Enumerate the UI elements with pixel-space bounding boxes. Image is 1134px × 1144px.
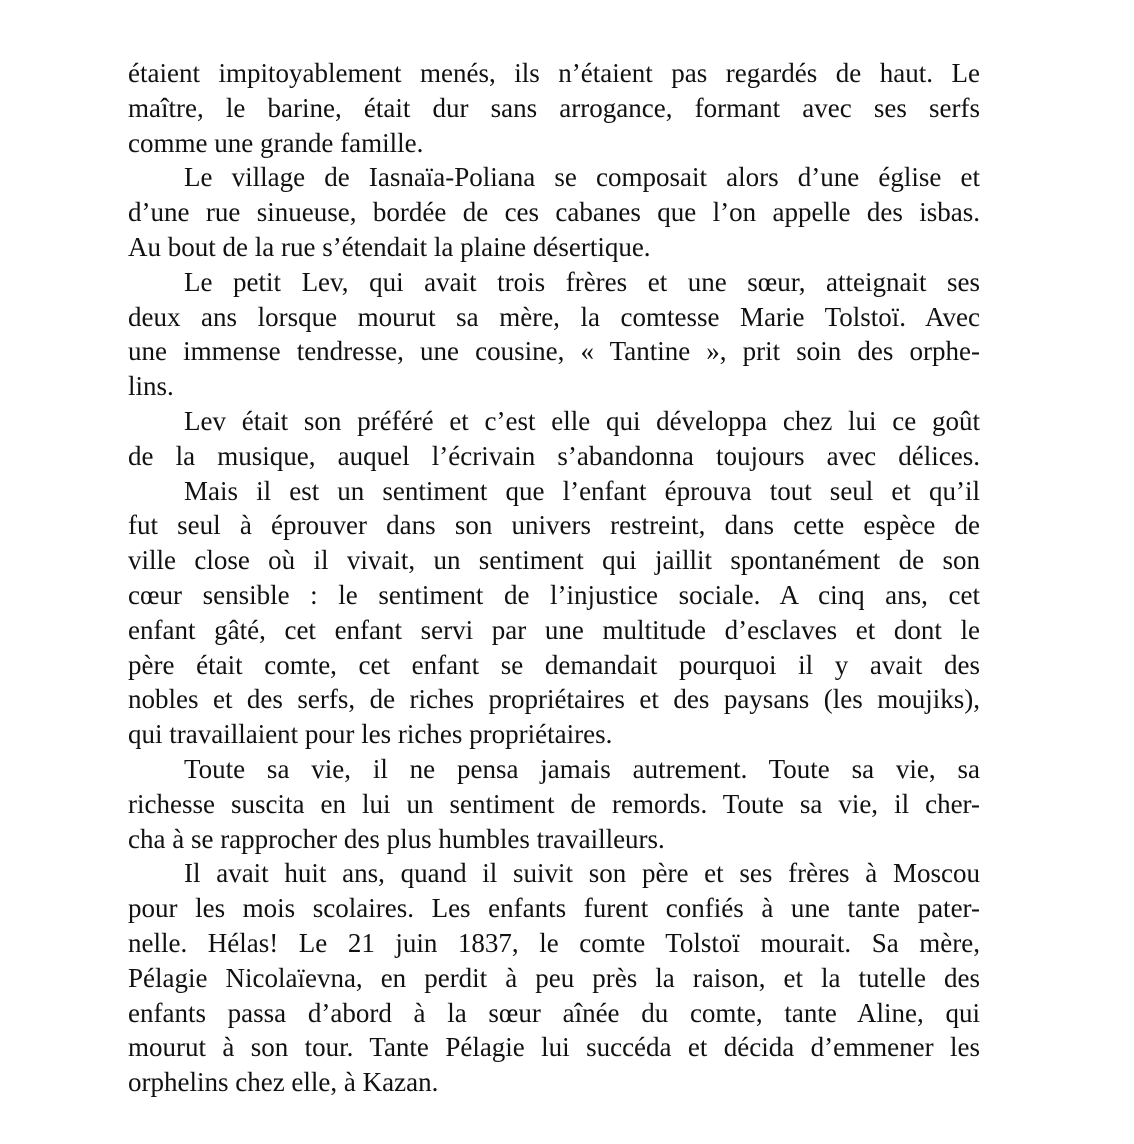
text-line: deux ans lorsque mourut sa mère, la comtesse Marie Tolstoï. Avec	[128, 301, 980, 332]
text-line: fut seul à éprouver dans son univers restreint, dans cette espèce de	[128, 510, 980, 541]
text-line: mourut à son tour. Tante Pélagie lui succéda et décida d’emmener les	[128, 1032, 980, 1063]
text-line: Le petit Lev, qui avait trois frères et une sœur, atteignait ses	[184, 266, 980, 297]
paragraph-4	[128, 404, 980, 474]
text-line: étaient impitoyablement menés, ils n’étaient pas regardés de haut. Le	[128, 58, 980, 88]
page-body	[128, 56, 980, 1100]
text-line: Pélagie Nicolaïevna, en perdit à peu près la raison, et la tutelle des	[128, 962, 980, 993]
text-line: une immense tendresse, une cousine, « Tantine », prit soin des orphe-	[128, 336, 980, 367]
text-line: enfants passa d’abord à la sœur aînée du comte, tante Aline, qui	[128, 997, 980, 1028]
text-line: ville close où il vivait, un sentiment qui jaillit spontanément de son	[128, 545, 980, 576]
text-line: nobles et des serfs, de riches propriétaires et des paysans (les moujiks),	[128, 684, 980, 715]
paragraph-6	[128, 752, 980, 856]
text-line: comme une grande famille.	[128, 127, 424, 158]
text-line: orphelins chez elle, à Kazan.	[128, 1067, 439, 1098]
text-line: Lev était son préféré et c’est elle qui développa chez lui ce goût	[184, 405, 980, 436]
text-line: père était comte, cet enfant se demandait pourquoi il y avait des	[128, 649, 980, 680]
paragraph-3	[128, 265, 980, 404]
paragraph-7	[128, 856, 980, 1100]
text-line: d’une rue sinueuse, bordée de ces cabanes que l’on appelle des isbas.	[128, 197, 980, 228]
text-line: nelle. Hélas! Le 21 juin 1837, le comte Tolstoï mourait. Sa mère,	[128, 927, 980, 958]
text-line: qui travaillaient pour les riches propriétaires.	[128, 719, 613, 750]
text-line: Mais il est un sentiment que l’enfant éprouva tout seul et qu’il	[184, 475, 980, 506]
text-line: de la musique, auquel l’écrivain s’abandonna toujours avec délices.	[128, 440, 980, 471]
text-line: lins.	[128, 371, 174, 402]
paragraph-1	[128, 56, 980, 160]
text-line: cha à se rapprocher des plus humbles travailleurs.	[128, 823, 665, 854]
text-line: cœur sensible : le sentiment de l’injustice sociale. A cinq ans, cet	[128, 579, 980, 610]
text-line: maître, le barine, était dur sans arrogance, formant avec ses serfs	[128, 92, 980, 123]
paragraph-5	[128, 474, 980, 752]
text-line: enfant gâté, cet enfant servi par une multitude d’esclaves et dont le	[128, 614, 980, 645]
text-line: richesse suscita en lui un sentiment de remords. Toute sa vie, il cher-	[128, 788, 980, 819]
paragraph-2	[128, 160, 980, 264]
text-line: Au bout de la rue s’étendait la plaine désertique.	[128, 231, 651, 262]
text-line: Il avait huit ans, quand il suivit son père et ses frères à Moscou	[184, 858, 980, 889]
text-line: Toute sa vie, il ne pensa jamais autrement. Toute sa vie, sa	[184, 753, 980, 784]
text-line: pour les mois scolaires. Les enfants furent confiés à une tante pater-	[128, 893, 980, 924]
text-line: Le village de Iasnaïa-Poliana se composait alors d’une église et	[184, 162, 980, 193]
